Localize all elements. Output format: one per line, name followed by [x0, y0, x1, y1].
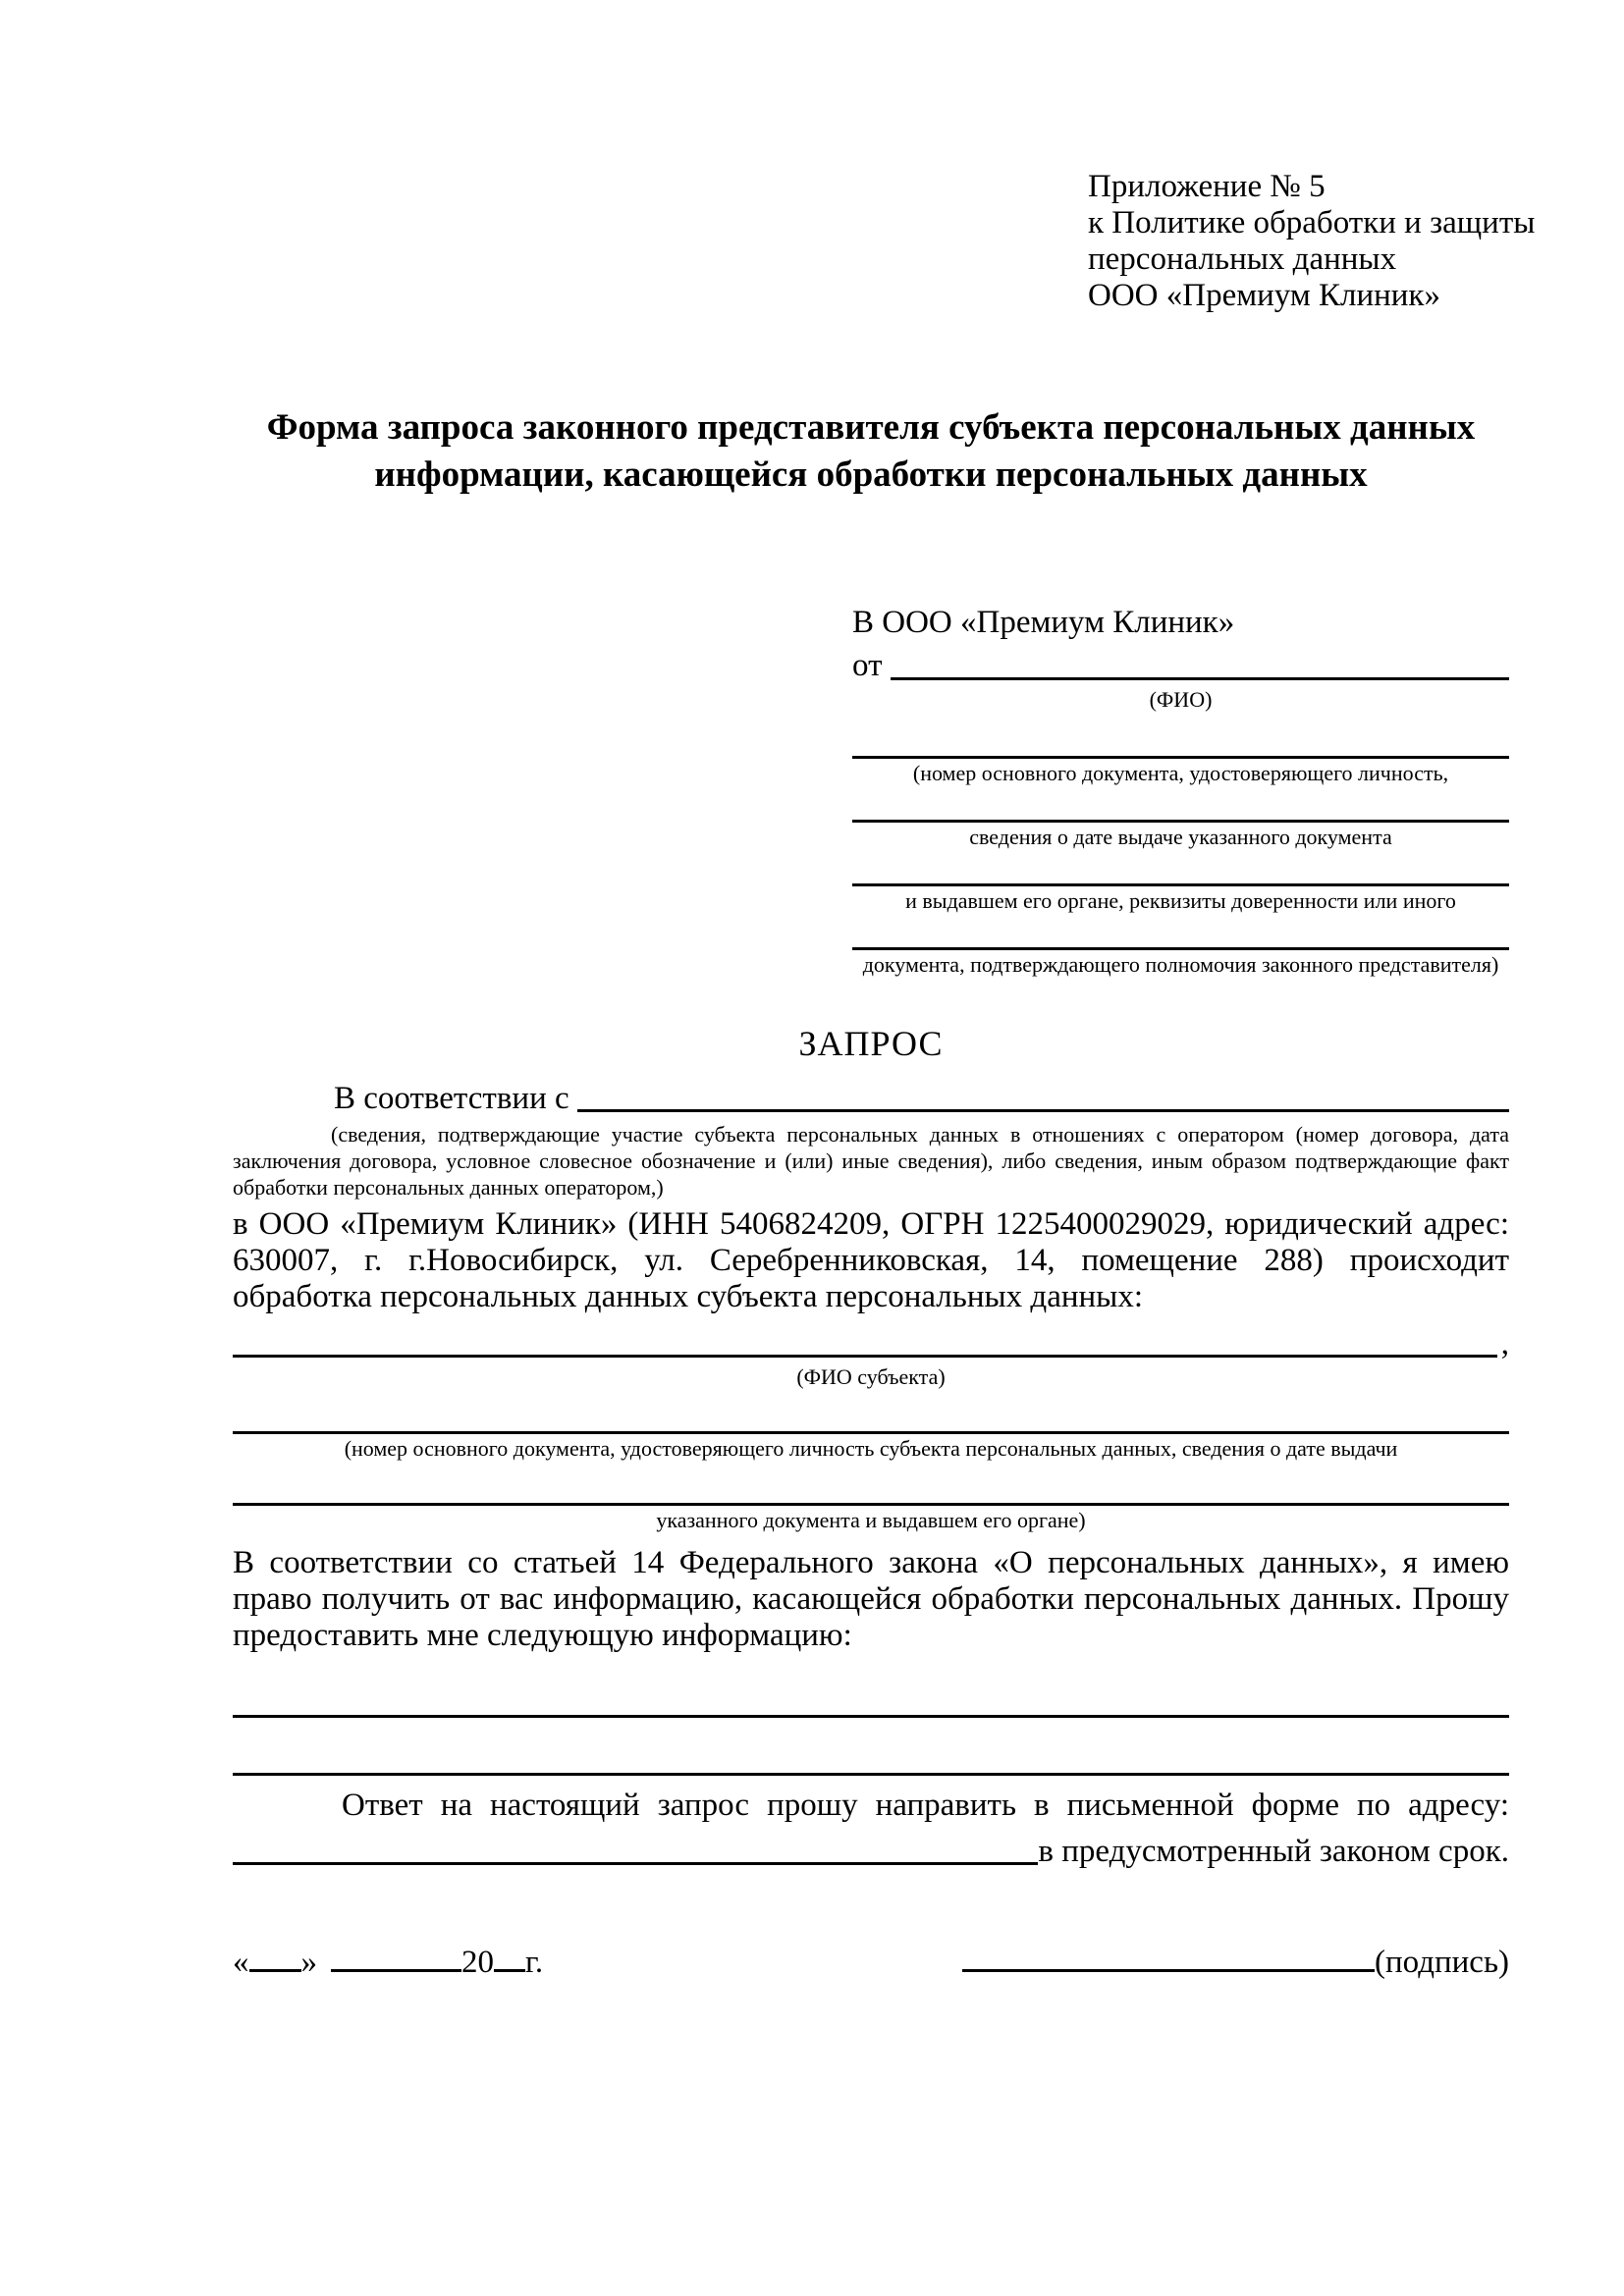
addressee-block — [852, 603, 1509, 978]
blank-field-line — [233, 1355, 1497, 1358]
blank-year-line — [494, 1968, 525, 1972]
subject-doc-caption: (номер основного документа, удостоверяющего личность субъекта персональных данных, сведения о дате выдачи — [344, 1436, 1398, 1461]
reply-paragraph: Ответ на настоящий запрос прошу направить в письменной форме по адресу: — [342, 1788, 1509, 1823]
blank-field-line — [233, 1462, 1509, 1506]
field-caption: документа, подтверждающего полномочия законного представителя) — [862, 952, 1499, 977]
reply-tail: в предусмотренный законом срок. — [1038, 1834, 1509, 1869]
from-label: от — [852, 648, 883, 683]
operator-paragraph: в ООО «Премиум Клиник» (ИНН 5406824209, ОГРН 1225400029029, юридический адрес: 630007, г. г.Новосибирск, ул. Серебренниковская, 14, помещение 288) происходит обработка персональных данных субъекта персональных данных: — [233, 1206, 1509, 1314]
appendix-line: к Политике обработки и защиты — [1088, 205, 1536, 240]
subject-fio-row — [233, 1315, 1509, 1362]
blank-field-line — [852, 786, 1509, 823]
blank-field-line — [233, 1718, 1509, 1776]
year-suffix: г. — [525, 1945, 544, 1980]
appendix-line: Приложение № 5 — [1088, 169, 1326, 204]
blank-field-line — [852, 713, 1509, 759]
page-title-line: информации, касающейся обработки персональных данных — [374, 454, 1368, 495]
page-title — [233, 404, 1509, 499]
addressee-to: В ООО «Премиум Клиник» — [852, 605, 1235, 640]
document-content — [233, 0, 1536, 1982]
appendix-line: персональных данных — [1088, 241, 1397, 277]
date-signature-row — [233, 1943, 1509, 1982]
blank-day-line — [249, 1968, 301, 1972]
reply-address-row — [233, 1827, 1509, 1870]
subject-fio-caption: (ФИО субъекта) — [796, 1364, 946, 1389]
blank-field-line — [852, 914, 1509, 950]
field-caption: (номер основного документа, удостоверяющего личность, — [912, 761, 1449, 785]
blank-field-line — [891, 677, 1510, 680]
open-quote: « — [233, 1945, 249, 1980]
blank-field-line — [233, 1862, 1038, 1865]
blank-field-line — [577, 1109, 1509, 1112]
accordance-row — [233, 1074, 1509, 1117]
fio-caption: (ФИО) — [1149, 687, 1213, 712]
request-heading: ЗАПРОС — [798, 1024, 944, 1063]
field-caption: и выдавшем его органе, реквизиты доверенности или иного — [905, 888, 1456, 913]
signature-field — [962, 1943, 1509, 1982]
year-prefix: 20 — [461, 1945, 494, 1980]
page-title-line: Форма запроса законного представителя субъекта персональных данных — [266, 407, 1476, 448]
appendix-reference-block — [1088, 169, 1536, 314]
law-paragraph: В соответствии со статьей 14 Федерального закона «О персональных данных», я имею право получить от вас информацию, касающейся обработки персональных данных. Прошу предоставить мне следующую информацию: — [233, 1545, 1509, 1653]
blank-field-line — [852, 850, 1509, 886]
accordance-note: (сведения, подтверждающие участие субъекта персональных данных в отношениях с оператором (номер договора, дата заключения договора, условное словесное обозначение и (или) иные сведения), либо сведения, иным образом подтверждающие факт обработки персональных данных оператором,) — [233, 1122, 1509, 1200]
appendix-line: ООО «Премиум Клиник» — [1088, 278, 1440, 313]
blank-signature-line — [962, 1968, 1375, 1972]
close-quote: » — [300, 1945, 317, 1980]
subject-doc-caption: указанного документа и выдавшем его органе) — [656, 1508, 1086, 1532]
field-caption: сведения о дате выдаче указанного документа — [969, 825, 1392, 849]
blank-month-line — [331, 1968, 461, 1972]
date-field — [233, 1943, 543, 1982]
trailing-comma: , — [1500, 1326, 1509, 1362]
signature-caption: (подпись) — [1375, 1945, 1509, 1980]
accordance-label: В соответствии с — [334, 1081, 569, 1116]
blank-field-line — [233, 1678, 1509, 1718]
blank-field-line — [233, 1390, 1509, 1434]
from-row — [852, 642, 1509, 685]
